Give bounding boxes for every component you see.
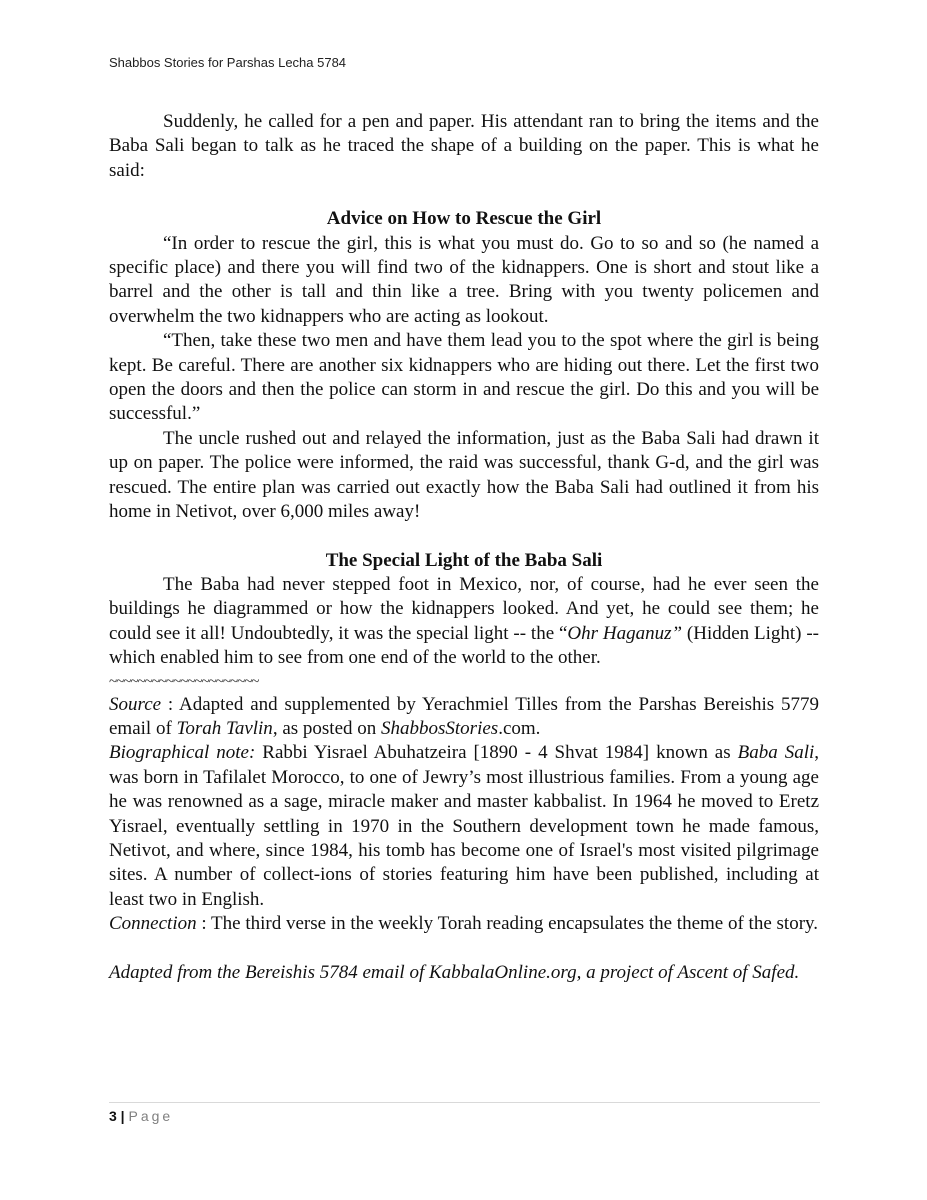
bio-label: Biographical note: xyxy=(109,742,256,764)
special-light-text-b: (Hidden Light) -- which enabled him to see from one end of the world to the other. xyxy=(109,622,819,669)
section-heading-special-light: The Special Light of the Baba Sali xyxy=(325,549,603,571)
bio-text-a: Rabbi Yisrael Abuhatzeira [1890 - 4 Shvat 1984] known as xyxy=(255,742,738,764)
running-header: Shabbos Stories for Parshas Lecha 5784 xyxy=(109,55,347,70)
paragraph-special-light xyxy=(109,573,819,671)
source-text-a: : Adapted and supplemented by Yerachmiel Tilles from the Parshas Bereishis 5779 email of xyxy=(109,693,819,739)
paragraph-rescue-instructions: “In order to rescue the girl, this is what you must do. Go to so and so (he named a specific place) and there you will find two of the kidnappers. One is short and stout like a barrel and the other is tall and thin like a tree. Bring with you twenty policemen and overwhelm the two kidnappers who are acting as lookout. xyxy=(109,232,819,327)
section-heading-advice: Advice on How to Rescue the Girl xyxy=(326,208,602,230)
source-text-c: .com. xyxy=(498,717,541,739)
source-text-b: , as posted on xyxy=(272,717,381,739)
page-number: 3 xyxy=(109,1108,117,1124)
credit-line xyxy=(109,961,819,985)
torah-tavlin: Torah Tavlin xyxy=(176,717,273,739)
connection-note xyxy=(109,912,819,936)
source-note xyxy=(109,693,819,742)
connection-text: : The third verse in the weekly Torah reading encapsulates the theme of the story. xyxy=(196,913,819,935)
page-content xyxy=(109,110,819,985)
special-light-text-a: The Baba had never stepped foot in Mexico, nor, of course, had he ever seen the buildings he diagrammed or how the kidnappers looked. And yet, he could see them; he could see it all! Undoubtedly, it was the special light -- the “ xyxy=(109,573,819,644)
connection-label: Connection xyxy=(109,913,197,935)
shabbos-stories: ShabbosStories xyxy=(381,717,499,739)
paragraph-then-take-men: “Then, take these two men and have them lead you to the spot where the girl is being kept. Be careful. There are another six kidnappers who are hiding out there. Let the first two open the doors and then the police can storm in and rescue the girl. Do this and you will be successful.” xyxy=(109,330,819,425)
page-label: Page xyxy=(128,1108,174,1124)
paragraph-uncle-rushed: The uncle rushed out and relayed the information, just as the Baba Sali had drawn it up on paper. The police were informed, the raid was successful, thank G-d, and the girl was rescued. The entire plan was carried out exactly how the Baba Sali had outlined it from his home in Netivot, over 6,000 miles away! xyxy=(109,427,819,523)
ohr-haganuz: Ohr Haganuz” xyxy=(567,622,683,644)
footer-separator: | xyxy=(116,1108,129,1124)
bio-text-b: , was born in Tafilalet Morocco, to one of Jewry’s most illustrious families. From a young age he was renowned as a sage, miracle maker and master kabbalist. In 1964 he moved to Eretz Yisrael, eventually settling in 1970 in the Southern development town he made famous, Netivot, and where, since 1984, his tomb has become one of Israel's most visited pilgrimage sites. A number of collect-ions of stories featuring him have been published, including at least two in English. xyxy=(109,742,819,910)
credit-text: Adapted from the Bereishis 5784 email of KabbalaOnline.org, a project of Ascent of Safed. xyxy=(109,961,800,983)
tilde-divider: ~~~~~~~~~~~~~~~~~~~~~ xyxy=(109,673,259,690)
baba-sali-name: Baba Sali xyxy=(737,742,815,764)
paragraph-pen-and-paper: Suddenly, he called for a pen and paper. His attendant ran to bring the items and the Baba Sali began to talk as he traced the shape of a building on the paper. This is what he said: xyxy=(109,111,819,181)
biographical-note xyxy=(109,741,819,912)
source-label: Source xyxy=(109,693,162,715)
page-footer xyxy=(109,1102,820,1124)
